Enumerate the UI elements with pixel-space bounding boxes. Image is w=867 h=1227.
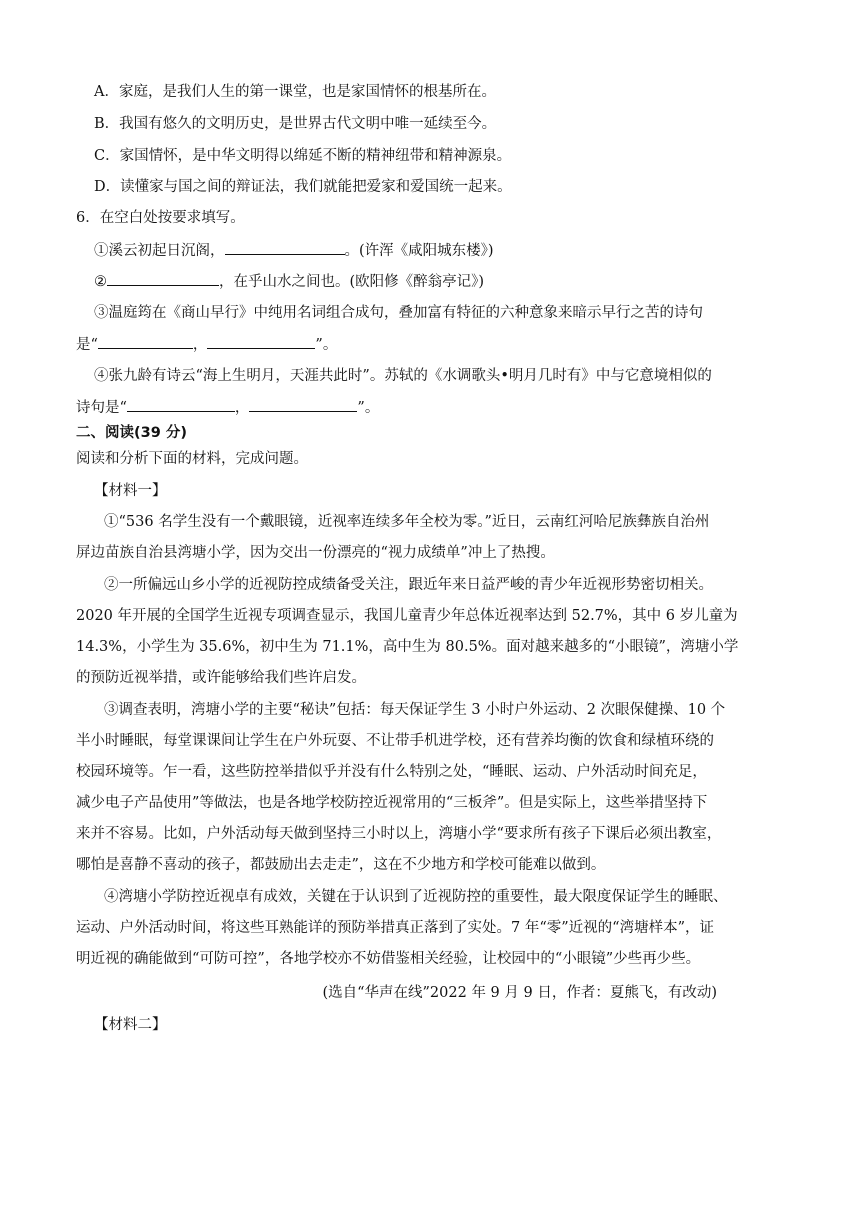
q6-item-1-suffix: 。(许浑《咸阳城东楼》) (344, 243, 494, 259)
answer-blank-3b[interactable] (207, 334, 315, 349)
q6-item-1-prefix: ①溪云初起日沉阁， (94, 243, 225, 259)
paragraph-1-line: ①“536 名学生没有一个戴眼镜，近视率连续多年全校为零。”近日，云南红河哈尼族彝族自治州 (104, 514, 710, 530)
option-d: D．读懂家与国之间的辩证法，我们就能把爱家和爱国统一起来。 (94, 179, 512, 195)
question-6-title: 6．在空白处按要求填写。 (76, 210, 245, 226)
paragraph-4-line: 运动、户外活动时间，将这些耳熟能详的预防举措真正落到了实处。7 年“零”近视的“湾塘样本”，证 (76, 920, 714, 936)
q6-item-2 (94, 271, 814, 292)
paragraph-4-line: ④湾塘小学防控近视卓有成效，关键在于认识到了近视防控的重要性，最大限度保证学生的睡眠、 (104, 889, 728, 905)
answer-blank-1[interactable] (225, 240, 345, 255)
option-c: C．家国情怀，是中华文明得以绵延不断的精神纽带和精神源泉。 (94, 148, 512, 164)
q6-item-4-comma: ， (234, 400, 250, 416)
paragraph-3-line: 来并不容易。比如，户外活动每天做到坚持三小时以上，湾塘小学“要求所有孩子下课后必须出教室， (76, 826, 722, 842)
paragraph-3-line: 半小时睡眠，每堂课课间让学生在户外玩耍、不让带手机进学校，还有营养均衡的饮食和绿植环绕的 (76, 733, 714, 749)
q6-item-4-suffix: ”。 (357, 400, 380, 416)
material-1-label: 【材料一】 (94, 483, 167, 499)
q6-item-4-line-1: ④张九龄有诗云“海上生明月，天涯共此时”。苏轼的《水调歌头•明月几时有》中与它意境相似的 (94, 368, 712, 384)
q6-item-3-comma: ， (192, 337, 208, 353)
paragraph-3-line: 减少电子产品使用”等做法，也是各地学校防控近视常用的“三板斧”。但是实际上，这些举措坚持下 (76, 795, 708, 811)
q6-item-3-suffix: ”。 (315, 337, 338, 353)
q6-item-3-line-1: ③温庭筠在《商山早行》中纯用名词组合成句，叠加富有特征的六种意象来暗示早行之苦的诗句 (94, 305, 703, 321)
paragraph-2-line: 14.3%，小学生为 35.6%，初中生为 71.1%，高中生为 80.5%。面对越来越多的“小眼镜”，湾塘小学 (76, 639, 739, 655)
material-2-label: 【材料二】 (94, 1017, 167, 1033)
answer-blank-4b[interactable] (249, 397, 357, 412)
answer-blank-2[interactable] (107, 271, 219, 286)
source-citation: (选自“华声在线”2022 年 9 月 9 日，作者：夏熊飞，有改动) (322, 985, 717, 1001)
q6-item-4-line-2 (76, 397, 796, 418)
paragraph-3-line: ③调查表明，湾塘小学的主要“秘诀”包括：每天保证学生 3 小时户外运动、2 次眼保健操、10 个 (104, 702, 726, 718)
paragraph-4-line: 明近视的确能做到“可防可控”，各地学校亦不妨借鉴相关经验，让校园中的“小眼镜”少些再少些。 (76, 951, 701, 967)
paragraph-3-line: 哪怕是喜静不喜动的孩子，都鼓励出去走走”，这在不少地方和学校可能难以做到。 (76, 857, 606, 873)
reading-instruction: 阅读和分析下面的材料，完成问题。 (76, 451, 308, 467)
option-a: A．家庭，是我们人生的第一课堂，也是家国情怀的根基所在。 (94, 84, 496, 100)
paragraph-1-line: 屏边苗族自治县湾塘小学，因为交出一份漂亮的“视力成绩单”冲上了热搜。 (76, 545, 555, 561)
q6-item-2-prefix: ② (94, 274, 107, 290)
q6-item-3-line-2 (76, 334, 796, 355)
answer-blank-4a[interactable] (127, 397, 235, 412)
paragraph-3-line: 校园环境等。乍一看，这些防控举措似乎并没有什么特别之处，“睡眠、运动、户外活动时间充足， (76, 764, 707, 780)
paragraph-2-line: 的预防近视举措，或许能够给我们些许启发。 (76, 670, 366, 686)
answer-blank-3a[interactable] (98, 334, 193, 349)
q6-item-3-prefix: 是“ (76, 337, 98, 353)
option-b: B．我国有悠久的文明历史，是世界古代文明中唯一延续至今。 (94, 116, 497, 132)
section-2-heading: 二、阅读(39 分) (76, 425, 187, 441)
q6-item-1 (94, 240, 814, 261)
q6-item-2-suffix: ，在乎山水之间也。(欧阳修《醉翁亭记》) (219, 274, 485, 290)
q6-item-4-prefix: 诗句是“ (76, 400, 127, 416)
paragraph-2-line: 2020 年开展的全国学生近视专项调查显示，我国儿童青少年总体近视率达到 52.7%，其中 6 岁儿童为 (76, 608, 738, 624)
paragraph-2-line: ②一所偏远山乡小学的近视防控成绩备受关注，跟近年来日益严峻的青少年近视形势密切相关。 (104, 577, 713, 593)
